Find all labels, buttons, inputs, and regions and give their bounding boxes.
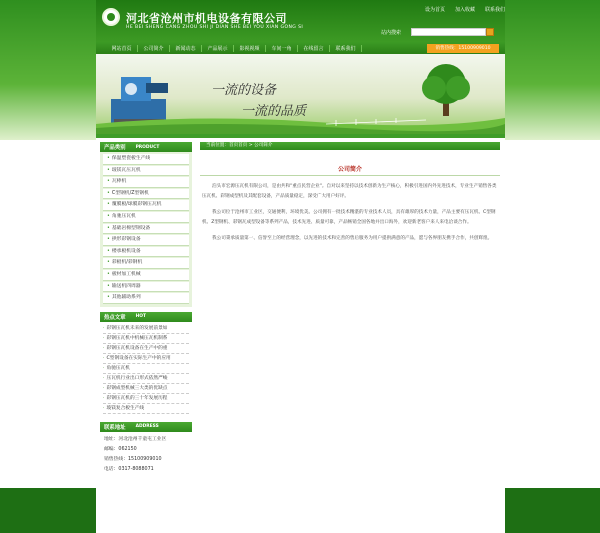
news-item[interactable]: · 彩钢压瓦机的三十年发展历程 — [103, 394, 189, 404]
products-header — [100, 142, 192, 152]
footer-link-message[interactable]: 在线留言 — [304, 492, 324, 497]
products-title-en: PRODUCT — [135, 144, 160, 150]
products-title: 产品类别 — [104, 145, 126, 151]
banner-slogan-2: 一流的品质 — [241, 104, 307, 119]
product-item[interactable]: • 其他辅助系列 — [103, 293, 189, 304]
banner-slogan-1: 一流的设备 — [211, 83, 277, 98]
sidebar — [100, 142, 192, 478]
product-item[interactable]: • 拱形彩钢设备 — [103, 235, 189, 246]
intro-paragraph: 我公司位于沧州市工业区，交通便利，环境优美。公司拥有一批技术精湛的专业技术人员，具有雄厚的技术力量，产品主要有压瓦机、C型钢机、Z型钢机、彩钢瓦成型设备等系列产品，技术先进、质量可靠，产品畅销全国各地并出口海外，欢迎新老客户来人来电洽谈合作。 — [202, 210, 496, 225]
footer-nav: 网站首页 | 网站地图 | xml地图 | 在线留言 | 新闻声明 | 友情链接 — [219, 492, 381, 497]
product-item[interactable]: • 楼承板机设备 — [103, 247, 189, 258]
footer-link-friends[interactable]: 友情链接 — [360, 492, 381, 497]
footer-copyright: Copyright 河北省沧州市机电设备有限公司 All Rights Reserved. — [229, 520, 371, 525]
news-item[interactable]: · 压瓦机行业出口形式依然严峻 — [103, 374, 189, 384]
contact-info — [100, 432, 192, 478]
nav-item-message[interactable]: 在线留言 — [298, 45, 330, 52]
set-homepage-link[interactable]: 设为首页 — [424, 7, 445, 13]
news-item[interactable]: · C型钢设备在实际生产中的应用 — [103, 354, 189, 364]
nav-item-about[interactable]: 公司简介 — [138, 45, 170, 52]
page-container — [96, 0, 505, 533]
footer-link-sitemap[interactable]: 网站地图 — [248, 492, 268, 497]
contact-title-en: ADDRESS — [135, 424, 159, 430]
nav-item-video[interactable]: 影视视频 — [234, 45, 266, 52]
product-item[interactable]: • 基础岩棉型钢设备 — [103, 224, 189, 235]
breadcrumb: 当前位置：首页首页 > 公司简介 — [200, 142, 500, 150]
news-item[interactable]: · 彩钢成型机械三大类的优缺点 — [103, 384, 189, 394]
nav-item-products[interactable]: 产品展示 — [202, 45, 234, 52]
product-item[interactable]: • 覆膜板/球膜彩钢压瓦机 — [103, 200, 189, 211]
news-title-en: HOT — [135, 314, 146, 320]
site-header — [96, 0, 505, 42]
nav-item-workshop[interactable]: 车间一角 — [266, 45, 298, 52]
product-item[interactable]: • 彩板机/彩钢机 — [103, 258, 189, 269]
contact-hotline: 销售热线：15100909010 — [104, 456, 162, 462]
top-links — [425, 6, 505, 13]
product-item[interactable]: • 保温塑瓷板生产线 — [103, 154, 189, 165]
intro-paragraph: 我公司秉承质量第一、信誉至上的经营理念，以先进的技术和完善的售后服务为用户提供满意的产品，愿与各界朋友携手合作，共创辉煌。 — [212, 236, 493, 241]
product-item[interactable]: • 瓦棒机 — [103, 177, 189, 188]
tree-illustration — [416, 60, 476, 120]
product-item[interactable]: • 角驰压瓦机 — [103, 212, 189, 223]
company-logo-icon[interactable] — [102, 8, 120, 26]
banner-divider — [96, 134, 505, 138]
company-name-cn: 河北省沧州市机电设备有限公司 — [126, 12, 287, 25]
search-button[interactable] — [486, 28, 494, 36]
product-item[interactable]: • 板材加工机械 — [103, 270, 189, 281]
main-nav — [96, 42, 505, 54]
search-input[interactable] — [411, 28, 486, 36]
footer-link-home[interactable]: 网站首页 — [219, 492, 240, 497]
footer-link-statement[interactable]: 新闻声明 — [332, 492, 352, 497]
add-favorite-link[interactable]: 加入收藏 — [454, 7, 475, 13]
contact-phone: 电话：0317-8088071 — [104, 466, 154, 472]
search-label: 站内搜索 — [381, 30, 402, 36]
news-item[interactable]: · 彩钢压瓦机中机械压瓦机制系 — [103, 334, 189, 344]
footer-link-xml[interactable]: xml地图 — [276, 492, 296, 497]
hotline-badge: 销售热线：15100909010 — [427, 44, 499, 53]
contact-header — [100, 422, 192, 432]
contact-zip: 邮编：062150 — [104, 446, 137, 452]
contact-us-link[interactable]: 联系我们 — [484, 7, 505, 13]
product-list — [100, 152, 192, 307]
main-content — [200, 142, 500, 244]
news-title: 热点文章 — [104, 314, 126, 321]
banner — [96, 54, 505, 134]
product-item[interactable]: • 输送机四周器 — [103, 282, 189, 293]
product-item[interactable]: • 玻镁瓦压瓦机 — [103, 166, 189, 177]
nav-item-home[interactable]: 网站首页 — [106, 45, 138, 52]
news-item[interactable]: · 彩钢压瓦机未来的发展前景如 — [103, 324, 189, 334]
news-item[interactable]: · 角驰压瓦机 — [103, 364, 189, 374]
company-name-en: HE BEI SHENG CANG ZHOU SHI JI DIAN SHE BEI YOU XIAN GONG SI — [126, 25, 304, 30]
intro-paragraph: 泊头市宏源压瓦机有限公司，是由共和"重点民营企业"。自对以来坚持以技术创新为生产核心，积极引进国内外先进技术，专业生产销售各类压瓦机、彩钢成型机及其配套设备，产品质量稳定，深受广大用户好评。 — [202, 184, 497, 199]
product-item[interactable]: • C型钢机/Z型钢机 — [103, 189, 189, 200]
nav-item-contact[interactable]: 联系我们 — [330, 45, 362, 52]
nav-item-news[interactable]: 新闻动态 — [170, 45, 202, 52]
footer-info: 地址：河北沧州千童屯工业区 邮编：062150 销售热线：15100909010 联系人：王经理（女士） — [195, 507, 405, 512]
news-item[interactable]: · 彩钢压瓦机设备在生产中的重 — [103, 344, 189, 354]
news-item[interactable]: · 玻镁复合板生产线 — [103, 404, 189, 414]
news-header — [100, 312, 192, 322]
contact-title: 联系地址 — [104, 424, 126, 431]
contact-address: 地址：河北沧州千童屯工业区 — [104, 436, 167, 442]
page-title: 公司简介 — [200, 164, 500, 176]
news-list — [100, 322, 192, 416]
